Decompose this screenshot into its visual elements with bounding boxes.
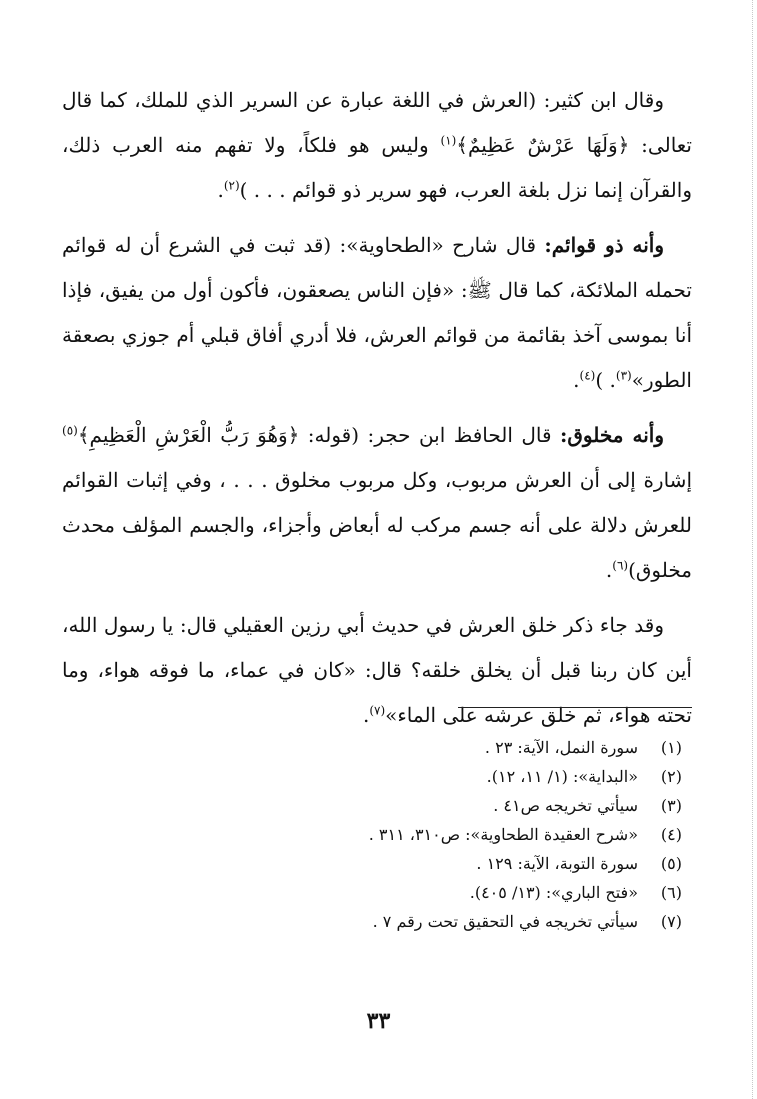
footnote-number: (٢) <box>660 767 682 786</box>
paragraph-3 <box>62 413 692 593</box>
footnote-number: (٤) <box>660 825 682 844</box>
footnote-ref-5[interactable]: (٥) <box>62 423 78 438</box>
footnote-ref-3[interactable]: (٣) <box>615 368 632 383</box>
footnote-number: (٦) <box>660 883 682 902</box>
footnote-text: سيأتي تخريجه في التحقيق تحت رقم ٧ . <box>372 912 638 931</box>
paragraph-1-text-2: وليس هو فلكاً، ولا تفهم منه العرب ذلك، والقرآن إنما نزل بلغة العرب، فهو سرير ذو قوائم . . . ) <box>62 133 692 202</box>
footnote-ref-1[interactable]: (١) <box>440 133 457 148</box>
paragraph-1-text-1: وقال ابن كثير: (العرش في اللغة عبارة عن السرير الذي للملك، كما قال تعالى: ﴿وَلَهَا عَرْشٌ عَظِيمٌ﴾ <box>62 88 692 157</box>
footnote-item <box>62 791 682 820</box>
footnote-item <box>62 733 682 762</box>
page-edge-dotted-line <box>752 0 753 1099</box>
paragraph-3-text-3: . <box>605 558 613 582</box>
footnote-number: (٣) <box>660 796 682 815</box>
main-text <box>62 78 692 748</box>
footnote-ref-4[interactable]: (٤) <box>579 368 596 383</box>
footnote-text: سورة النمل، الآية: ٢٣ . <box>484 738 638 757</box>
footnote-text: سورة التوبة، الآية: ١٢٩ . <box>476 854 638 873</box>
footnote-item <box>62 762 682 791</box>
footnote-number: (١) <box>660 738 682 757</box>
paragraph-2 <box>62 223 692 403</box>
paragraph-1 <box>62 78 692 213</box>
footnote-text: «البداية»: (١/ ١١، ١٢). <box>486 767 638 786</box>
footnote-number: (٧) <box>660 912 682 931</box>
paragraph-4 <box>62 603 692 738</box>
paragraph-4-text-2: . <box>362 703 370 727</box>
footnote-text: «شرح العقيدة الطحاوية»: ص٣١٠، ٣١١ . <box>368 825 638 844</box>
paragraph-3-text-2: إشارة إلى أن العرش مربوب، وكل مربوب مخلوق . . . ، وفي إثبات القوائم للعرش دلالة على أنه جسم مركب له أبعاض وأجزاء، والجسم المؤلف محدث مخلوق) <box>62 468 692 582</box>
paragraph-2-text-2: . ) <box>595 368 616 392</box>
footnote-ref-6[interactable]: (٦) <box>612 558 629 573</box>
paragraph-2-text-1: قال شارح «الطحاوية»: (قد ثبت في الشرع أن له قوائم تحمله الملائكة، كما قال ﷺ: «فإن الناس يصعقون، فأكون أول من يفيق، فإذا أنا بموسى آخذ بقائمة من قوائم العرش، فلا أدري أفاق قبلي أم جوزي بصعقة الطور» <box>62 233 692 392</box>
footnote-item <box>62 849 682 878</box>
footnote-item <box>62 878 682 907</box>
footnote-separator <box>458 707 692 708</box>
footnote-number: (٥) <box>660 854 682 873</box>
footnote-item <box>62 907 682 936</box>
footnote-text: «فتح الباري»: (١٣/ ٤٠٥). <box>469 883 638 902</box>
footnote-text: سيأتي تخريجه ص٤١ . <box>493 796 638 815</box>
paragraph-2-text-3: . <box>573 368 580 392</box>
footnotes-list <box>62 733 682 936</box>
paragraph-3-text-1: قال الحافظ ابن حجر: (قوله: ﴿وَهُوَ رَبُّ الْعَرْشِ الْعَظِيمِ﴾ <box>77 423 560 447</box>
page-number: ٣٣ <box>366 1008 391 1034</box>
paragraph-3-lead: وأنه مخلوق: <box>559 423 664 447</box>
paragraph-4-text-1: وقد جاء ذكر خلق العرش في حديث أبي رزين العقيلي قال: يا رسول الله، أين كان ربنا قبل أن يخلق خلقه؟ قال: «كان في عماء، ما فوقه هواء، وما تحته هواء، ثم خلق عرشه على الماء» <box>62 613 692 727</box>
footnote-ref-7[interactable]: (٧) <box>369 703 386 718</box>
paragraph-1-text-3: . <box>217 178 224 202</box>
footnote-ref-2[interactable]: (٢) <box>223 178 240 193</box>
footnote-item <box>62 820 682 849</box>
paragraph-2-lead: وأنه ذو قوائم: <box>544 233 664 257</box>
